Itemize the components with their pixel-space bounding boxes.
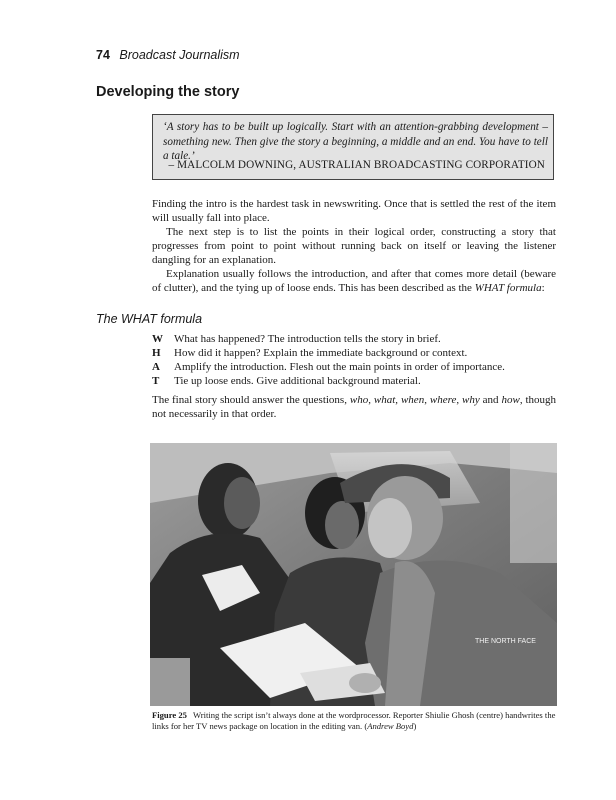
list-item-text: What has happened? The introduction tells the story in brief.	[174, 333, 441, 345]
section-heading: Developing the story	[96, 84, 240, 100]
figure-photo	[150, 443, 557, 706]
what-formula-term: WHAT formula	[474, 281, 542, 294]
what-formula-list	[152, 333, 556, 389]
list-item-text: Amplify the introduction. Flesh out the main points in order of importance.	[174, 360, 505, 373]
figure-label: Figure 25	[152, 710, 187, 720]
jacket-logo-text: THE NORTH FACE	[475, 638, 536, 645]
paragraph-explanation: Explanation usually follows the introduction, and after that comes more detail (beware of clutter), and the tying up of loose ends. This has been described as the WHAT formula:	[152, 268, 556, 294]
list-item	[152, 361, 556, 375]
running-head	[96, 48, 240, 62]
quote-text: ‘A story has to be built up logically. Start with an attention-grabbing development – something new. Then give the story a beginning, a middle and an end. You have to tell a tale.’	[163, 121, 548, 163]
paragraph-final: The final story should answer the questions, who, what, when, where, why and how, though not necessarily in that order.	[152, 394, 557, 420]
page-number: 74	[96, 48, 110, 62]
list-item-letter: H	[152, 346, 161, 359]
figure-caption: Figure 25 Writing the script isn’t always done at the wordprocessor. Reporter Shiulie Ghosh (centre) handwrites the links for her TV news package on location in the editing van. (Andrew Boyd)	[152, 710, 556, 732]
list-item	[152, 333, 556, 347]
quote-attribution: – MALCOLM DOWNING, AUSTRALIAN BROADCASTING CORPORATION	[168, 159, 545, 171]
quote-box	[152, 114, 554, 180]
book-title: Broadcast Journalism	[119, 48, 240, 62]
list-item	[152, 347, 556, 361]
list-item-text: How did it happen? Explain the immediate background or context.	[174, 346, 468, 359]
list-item-letter: A	[152, 360, 160, 373]
photo-credit: Andrew Boyd	[367, 721, 414, 732]
paragraph-next-step: The next step is to list the points in their logical order, constructing a story that progresses from point to point without running back on itself or leaving the listener dangling for an explanation.	[152, 226, 556, 266]
list-item	[152, 375, 556, 389]
what-formula-heading: The WHAT formula	[96, 312, 203, 326]
paragraph-intro: Finding the intro is the hardest task in newswriting. Once that is settled the rest of the item will usually fall into place.	[152, 198, 556, 224]
list-item-text: Tie up loose ends. Give additional background material.	[174, 374, 421, 387]
list-item-letter: T	[152, 374, 160, 387]
list-item-letter: W	[152, 333, 163, 345]
